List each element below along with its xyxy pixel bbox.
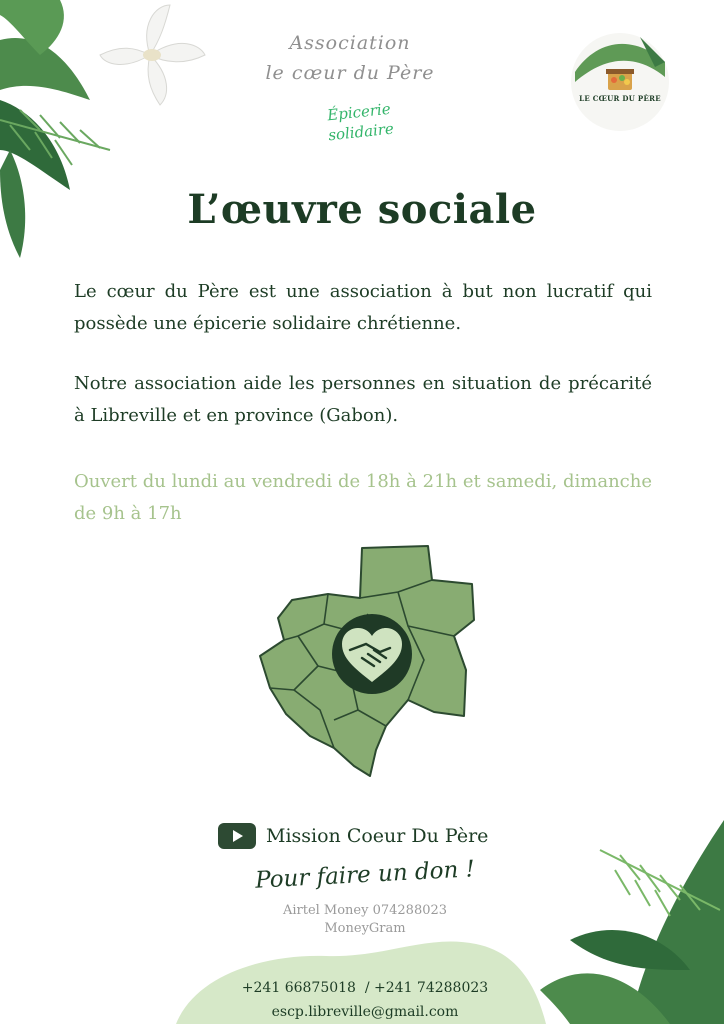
donation-methods: [250, 902, 480, 938]
association-logo-badge: [570, 32, 670, 132]
email-address[interactable]: escp.libreville@gmail.com: [271, 1004, 459, 1020]
epicerie-solidaire-label: [298, 96, 422, 148]
phone-numbers[interactable]: +241 66875018 / +241 74288023: [241, 980, 489, 996]
contact-info: [220, 976, 510, 1024]
page-title: L’œuvre sociale: [187, 186, 537, 233]
leaves-bottom-right-decoration: [530, 820, 724, 1024]
association-line-1: Association: [289, 32, 411, 54]
opening-hours: Ouvert du lundi au vendredi de 18h à 21h et samedi, dimanche de 9h à 17h: [74, 471, 652, 524]
epicerie-line-1: Épicerie: [326, 99, 392, 125]
mission-paragraph: Notre association aide les personnes en situation de précarité à Libreville et en province (Gabon).: [74, 373, 652, 426]
youtube-channel-label: Mission Coeur Du Père: [266, 825, 489, 847]
association-name: [230, 28, 470, 88]
intro-paragraph: Le cœur du Père est une association à but non lucratif qui possède une épicerie solidaire chrétienne.: [74, 281, 652, 334]
association-line-2: le cœur du Père: [265, 62, 435, 84]
epicerie-line-2: solidaire: [327, 119, 395, 145]
gabon-map-handshake-heart-icon: [258, 540, 480, 780]
badge-bottom-text: LE CŒUR DU PÈRE: [579, 94, 661, 103]
donation-heading: Pour faire un don !: [254, 856, 476, 894]
moneygram-line: MoneyGram: [324, 921, 406, 936]
youtube-icon: [218, 823, 256, 849]
youtube-channel-link[interactable]: [218, 820, 488, 852]
airtel-money-line: Airtel Money 074288023: [282, 903, 448, 918]
